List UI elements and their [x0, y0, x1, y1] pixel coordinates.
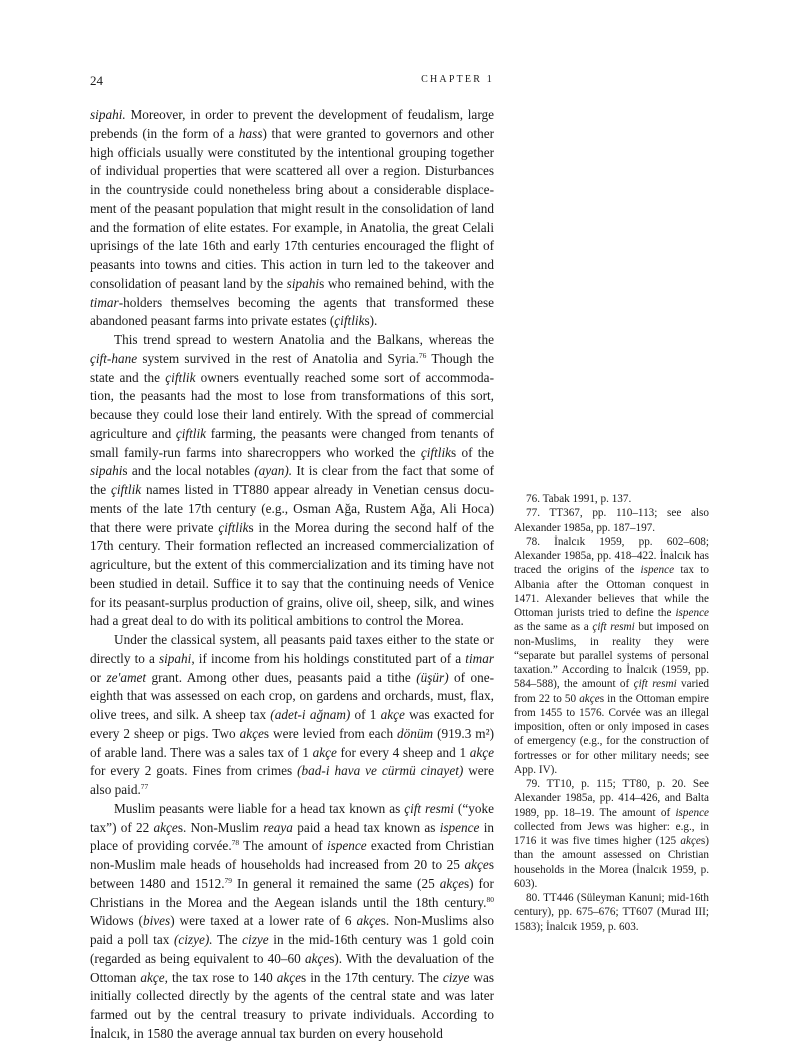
footnote: 79. TT10, p. 115; TT80, p. 20. See Alexander 1985a, pp. 414–426, and Balta 1989, pp. 18–19. The amount of ispence collected from Jews was higher: e.g., in 1716 it was five times higher (125 akçes) than the amount assessed on Christian households in the Morea (İnalcık 1959, p. 603). — [514, 778, 709, 890]
footnote: 80. TT446 (Süleyman Kanuni; mid-16th century), pp. 675–676; TT607 (Murad III; 1583); İnalcık 1959, p. 603. — [514, 892, 709, 933]
body-paragraph: sipahi. Moreover, in order to prevent the development of feudalism, large prebends (in the form of a hass) that were granted to governors and other high officials usually were constituted by the intentional grouping together of individual properties that were scattered all over a region. Disturbances in the countryside could nonetheless bring about a considerable displacement of the peasant population that might result in the consolidation of land and the formation of elite estates. For example, in Anatolia, the great Celali uprisings of the late 16th and early 17th centuries encouraged the flight of peasants into towns and cities. This action in turn led to the takeover and consolidation of peasant land by the sipahis who remained behind, with the timar-holders themselves becoming the agents that transformed these abandoned peasant farms into private estates (çiftliks). — [90, 107, 494, 329]
body-paragraph: Under the classical system, all peasants paid taxes either to the state or directly to a sipahi, if income from his holdings constituted part of a timar or ze'amet grant. Among other dues, peasants paid a tithe (üşür) of one-eighth that was assessed on each crop, on gardens and orchards, must, flax, olive trees, and silk. A sheep tax (adet-i ağnam) of 1 akçe was exacted for every 2 sheep or pigs. Two akçes were levied from each dönüm (919.3 m²) of arable land. There was a sales tax of 1 akçe for every 4 sheep and 1 akçe for every 2 goats. Fines from crimes (bad-i hava ve cürmü cinayet) were also paid.$^{77}$ — [90, 632, 494, 797]
page-header — [90, 73, 494, 89]
footnote: 77. TT367, pp. 110–113; see also Alexander 1985a, pp. 187–197. — [514, 507, 709, 534]
footnote: 78. İnalcık 1959, pp. 602–608; Alexander 1985a, pp. 418–422. İnalcık has traced the origins of the ispence tax to Albania after the Ottoman conquest in 1471. Alexander believes that while the Ottoman jurists tried to define the ispence as the same as a çift resmi but imposed on non-Muslims, in reality they were “separate but parallel systems of personal taxation.” According to İnalcık (1959, pp. 584–588), the amount of çift resmi varied from 22 to 50 akçes in the Ottoman empire from 1455 to 1576. Corvée was an illegal imposition, often or only imposed in cases of emergency (e.g., for the construction of fortresses or for other military needs; see App. IV). — [514, 535, 710, 776]
body-paragraph: This trend spread to western Anatolia and the Balkans, whereas the çift-hane system survived in the rest of Anatolia and Syria.$^{76}$ Though the state and the çiftlik owners eventually reached some sort of accommodation, the peasants had the most to lose from transformations of this sort, because they could lose their land entirely. With the spread of commercial agriculture and çiftlik farming, the peasants were changed from tenants of small family-run farms into sharecroppers who worked the çiftliks of the sipahis and the local notables (ayan). It is clear from the fact that some of the çiftlik names listed in TT880 appear already in Venetian census documents of the late 17th century (e.g., Osman Ağa, Rustem Ağa, Ali Hoca) that there were private çiftliks in the Morea during the second half of the 17th century. Their formation reflected an increased commercialization of agriculture, but the extent of this commercialization and its timing have not been studied in detail. Suffice it to say that the continuing needs of Venice for its peasant-surplus production of grains, olive oil, sheep, silk, and wines had a great deal to do with its political ambitions to control the Morea. — [90, 332, 494, 629]
body-paragraph: Muslim peasants were liable for a head tax known as çift resmi (“yoke tax”) of 22 akçes. Non-Muslim reaya paid a head tax known as ispence in place of providing corvée.$^{78}$ The amount of ispence exacted from Christian non-Muslim male heads of households had increased from 20 to 25 akçes between 1480 and 1512.79 In general it remained the same (25 akçes) for Christians in the Morea and the Aegean islands until the 18th century.$^{80}$ Widows (bives) were taxed at a lower rate of 6 akçes. Non-Muslims also paid a poll tax (cizye). The cizye in the mid-16th century was 1 gold coin (regarded as being equivalent to 40–60 akçes). With the devaluation of the Ottoman akçe, the tax rose to 140 akçes in the 17th century. The cizye was initially collected directly by the agents of the central state and was later farmed out by the central treasury to private individuals. According to İnalcık, in 1580 the average annual tax burden on every household — [90, 800, 495, 1041]
footnote: 76. Tabak 1991, p. 137. — [526, 493, 632, 505]
running-head: CHAPTER 1 — [421, 74, 494, 85]
footnotes-column — [514, 492, 709, 934]
page-number: 24 — [90, 73, 103, 88]
main-text-column — [90, 106, 494, 1044]
